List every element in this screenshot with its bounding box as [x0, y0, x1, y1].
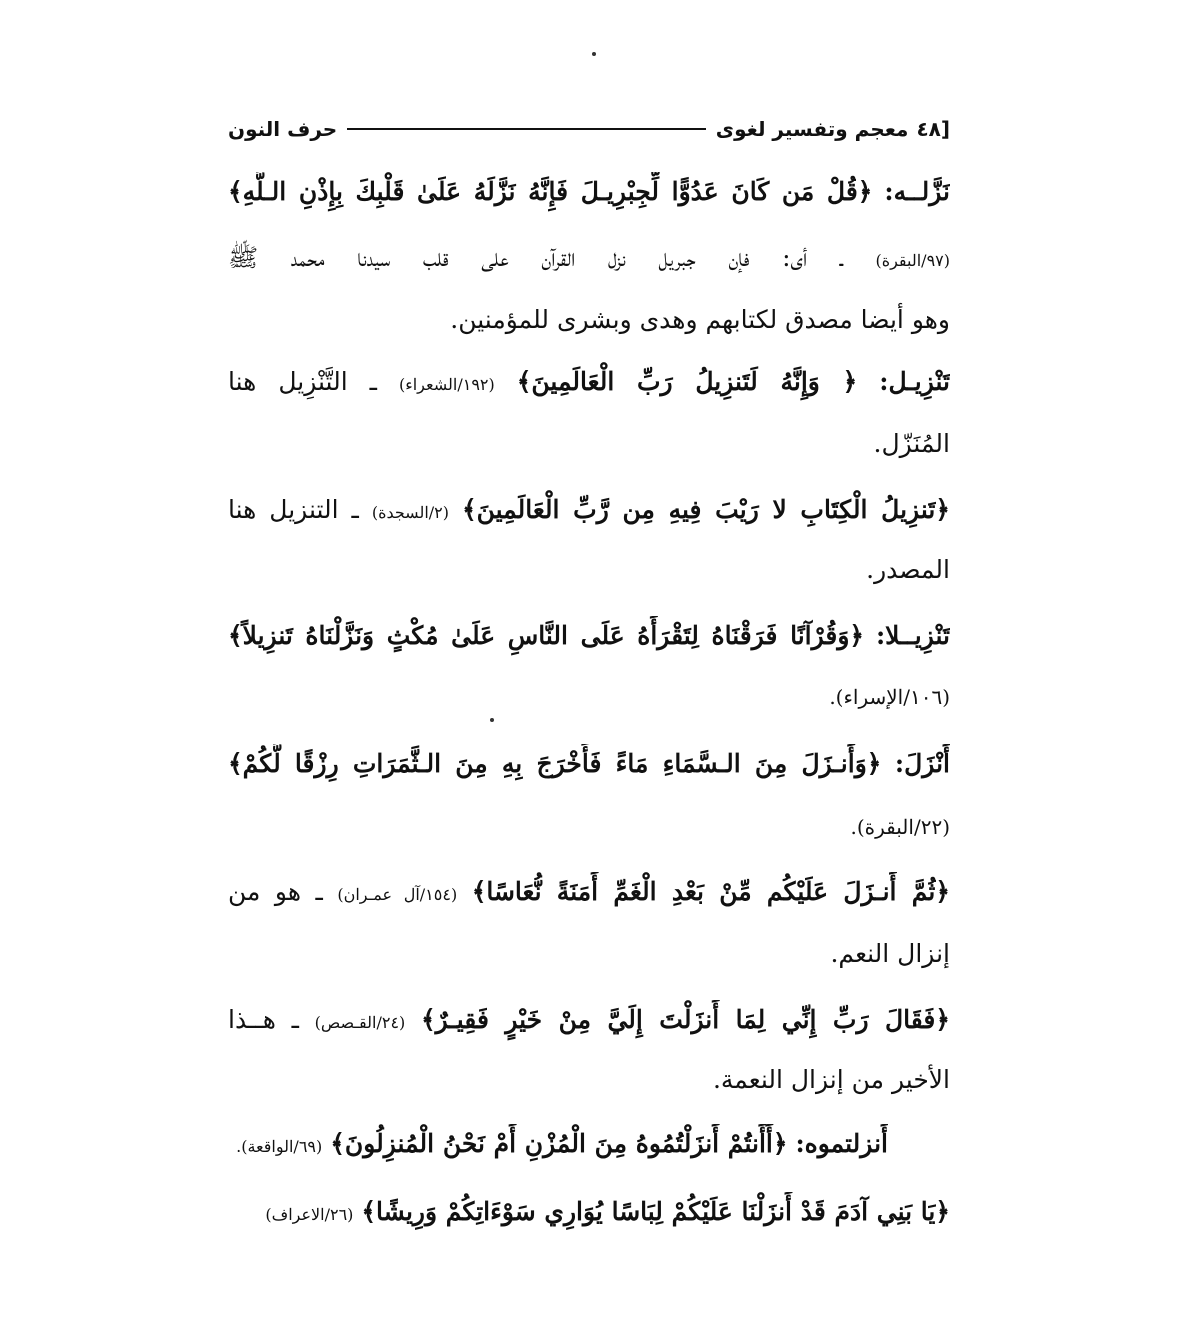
- entry-line: [228, 424, 950, 464]
- entry-line: [228, 744, 950, 784]
- commentary-text: الأخير من إنزال النعمة.: [712, 1065, 950, 1094]
- entry-headword: نَزَّلــه:: [884, 177, 950, 206]
- quran-quote: ﴿ وَإِنَّهُ لَتَنزِيلُ رَبِّ الْعَالَمِينَ﴾: [516, 367, 858, 396]
- quran-quote: ﴿يَا بَنِي آدَمَ قَدْ أَنزَلْنَا عَلَيْكُمْ لِبَاسًا يُوَارِي سَوْءَاتِكُمْ وَرِيشًا﴾: [361, 1197, 950, 1226]
- commentary-text: إنزال النعم.: [830, 939, 950, 968]
- commentary-text: ـ أى: فإن جبريل نزل القرآن على قلب سيدنا محمد ﷺ: [228, 243, 843, 272]
- entry-headword: أَنْزَلَ:: [894, 749, 950, 778]
- verse-reference: (١٥٤/آل عمـران): [337, 885, 458, 904]
- commentary-text: ـ هــذا: [228, 1005, 299, 1034]
- header-rule: [347, 128, 706, 130]
- entry-line: [228, 806, 950, 847]
- quran-quote: ﴿أَأَنتُمْ أَنزَلْتُمُوهُ مِنَ الْمُزْنِ أَمْ نَحْنُ الْمُنزِلُونَ﴾: [330, 1129, 788, 1158]
- book-title: معجم وتفسير لغوى: [715, 117, 909, 141]
- page-number: [٤٨: [916, 117, 950, 141]
- entry-line: [228, 676, 950, 717]
- entry-line: [228, 1124, 888, 1167]
- verse-reference: (٢٤/القـصص): [314, 1013, 406, 1032]
- commentary-text: المصدر.: [866, 555, 950, 584]
- scan-speck: [592, 52, 596, 56]
- entry-line: [228, 172, 950, 212]
- entry-line: [228, 1000, 950, 1043]
- entry-line: [228, 300, 950, 340]
- commentary-text: ـ التنزيل هنا: [228, 495, 359, 524]
- verse-reference: (١٩٢/الشعراء): [398, 375, 495, 394]
- verse-reference: (٢/السجدة): [371, 503, 450, 522]
- chapter-title: حرف النون: [228, 117, 338, 141]
- entry-headword: أَنزلتموه:: [795, 1129, 888, 1158]
- entry-line: [228, 872, 950, 915]
- entry-line: [228, 550, 950, 590]
- verse-reference: (٢٦/الاعراف): [265, 1205, 354, 1224]
- quran-quote: ﴿ثُمَّ أَنـزَلَ عَلَيْكُم مِّنْ بَعْدِ الْغَمِّ أَمَنَةً نُّعَاسًا﴾: [471, 877, 950, 906]
- entry-line: [228, 362, 950, 405]
- entry-line: [228, 616, 950, 656]
- running-header: [228, 112, 950, 146]
- entry-line: [228, 934, 950, 974]
- entry-line: [228, 238, 950, 281]
- scan-speck: [490, 718, 494, 722]
- quran-quote: ﴿فَقَالَ رَبِّ إِنِّي لِمَا أَنزَلْتَ إِلَيَّ مِنْ خَيْرٍ فَقِيـرٌ﴾: [420, 1005, 950, 1034]
- quran-quote: ﴿تَنزِيلُ الْكِتَابِ لا رَيْبَ فِيهِ مِن رَّبِّ الْعَالَمِينَ﴾: [461, 495, 950, 524]
- commentary-text: ـ التَّنْزِيل هنا: [228, 367, 377, 396]
- quran-quote: ﴿قُلْ مَن كَانَ عَدُوًّا لِّجِبْرِيـلَ فَإِنَّهُ نَزَّلَهُ عَلَىٰ قَلْبِكَ بِإِذْنِ الـلَّهِ﴾: [228, 177, 873, 206]
- entry-headword: تَنْزِيـل:: [879, 367, 950, 396]
- commentary-text: ـ هو من: [228, 877, 323, 906]
- verse-reference: (٩٧/البقرة): [875, 251, 950, 270]
- quran-quote: ﴿وَقُرْآنًا فَرَقْنَاهُ لِتَقْرَأَهُ عَلَى النَّاسِ عَلَىٰ مُكْثٍ وَنَزَّلْنَاهُ تَنزِيلاً﴾: [228, 621, 865, 650]
- verse-reference: (٦٩/الواقعة).: [236, 1137, 323, 1156]
- entry-headword: تَنْزِيــلا:: [875, 621, 950, 650]
- entry-line: [228, 1060, 950, 1100]
- verse-reference: (٢٢/البقرة).: [850, 815, 950, 839]
- entry-line: [228, 490, 950, 533]
- quran-quote: ﴿وَأَنـزَلَ مِنَ الـسَّمَاءِ مَاءً فَأَخْرَجَ بِهِ مِنَ الـثَّمَرَاتِ رِزْقًا لَّكُمْ﴾: [228, 749, 882, 778]
- commentary-text: وهو أيضا مصدق لكتابهم وهدى وبشرى للمؤمنين.: [450, 305, 950, 334]
- verse-reference: (١٠٦/الإسراء).: [829, 685, 950, 709]
- entry-line: [228, 1192, 950, 1235]
- commentary-text: المُنَزّل.: [873, 429, 950, 458]
